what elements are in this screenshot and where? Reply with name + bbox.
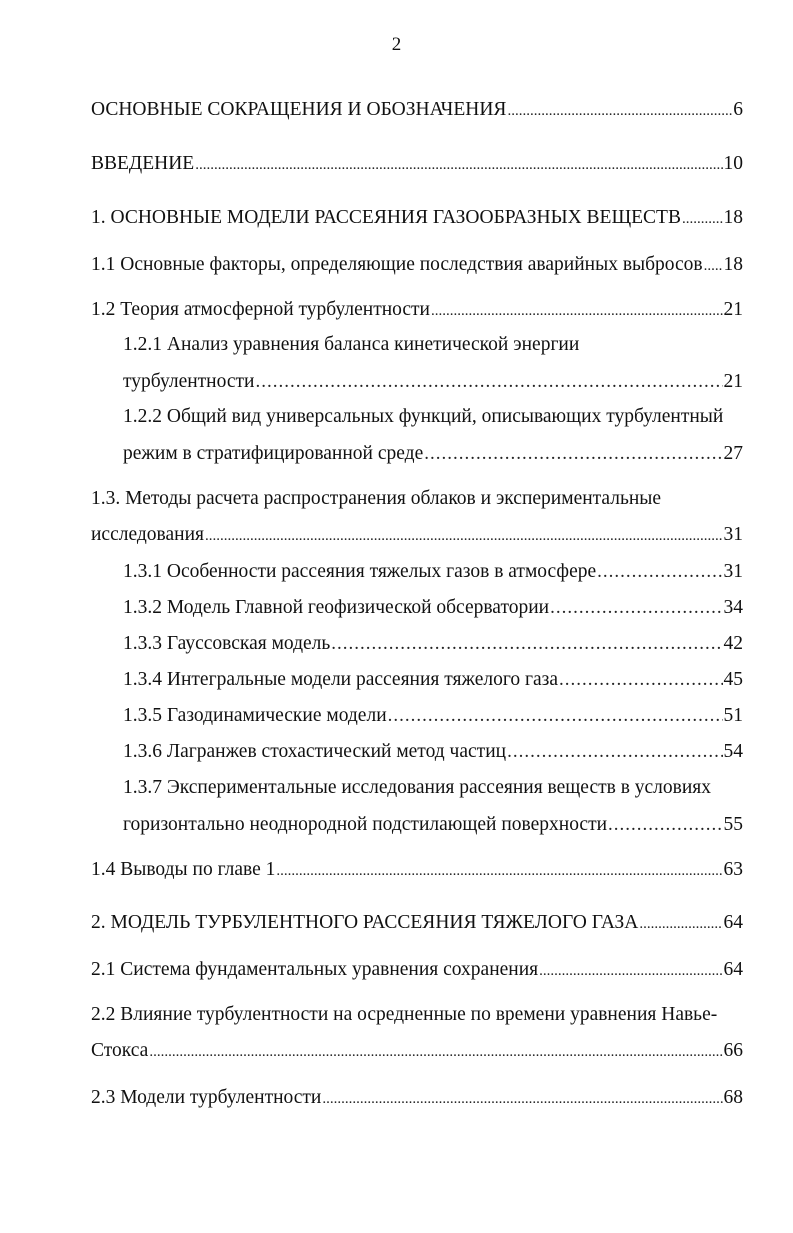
toc-dot-leader [608, 813, 722, 837]
toc-dot-leader [639, 912, 722, 936]
toc-dot-leader [559, 668, 722, 692]
toc-dot-leader [682, 207, 723, 231]
toc-dot-leader [507, 99, 732, 123]
toc-entry-title: ВВЕДЕНИЕ [91, 153, 195, 174]
toc-entry-2-3 [91, 1086, 743, 1110]
toc-entry-page: 18 [723, 207, 743, 228]
toc-dot-leader [388, 704, 723, 728]
toc-entry-title: горизонтально неоднородной подстилающей поверхности [123, 814, 608, 835]
toc-entry-1-3-7-line2 [123, 813, 743, 837]
toc-entry-title: 1.3.3 Гауссовская модель [123, 633, 331, 654]
toc-entry-title: режим в стратифицированной среде [123, 443, 424, 464]
toc-entry-chapter-2 [91, 911, 743, 935]
toc-entry-title: 1.3.7 Экспериментальные исследования рассеяния веществ в условиях [123, 777, 712, 798]
toc-entry-1-2-1-line1 [123, 333, 743, 357]
toc-entry-page: 45 [723, 669, 743, 690]
toc-dot-leader [539, 959, 722, 983]
toc-entry-title: 1.3.2 Модель Главной геофизической обсерватории [123, 597, 550, 618]
toc-entry-title: 1.4 Выводы по главе 1 [91, 859, 276, 880]
toc-entry-title: 1.3.6 Лагранжев стохастический метод частиц [123, 741, 507, 762]
toc-dot-leader [255, 370, 722, 394]
toc-dot-leader [322, 1087, 722, 1111]
toc-dot-leader [149, 1040, 722, 1064]
toc-entry-2-2-line1 [91, 1003, 743, 1027]
toc-dot-leader [424, 442, 722, 466]
toc-entry-page: 27 [723, 443, 743, 464]
toc-entry-1-2 [91, 298, 743, 322]
toc-entry-page: 68 [723, 1087, 743, 1108]
toc-entry-introduction [91, 152, 743, 176]
toc-entry-2-2-line2 [91, 1039, 743, 1063]
toc-dot-leader [276, 859, 722, 883]
toc-entry-1-3-4 [123, 668, 743, 692]
toc-entry-page: 54 [723, 741, 743, 762]
toc-entry-title: исследования [91, 524, 204, 545]
toc-entry-page: 21 [723, 371, 743, 392]
page-number: 2 [391, 34, 402, 55]
toc-entry-page: 18 [723, 254, 743, 275]
toc-dot-leader [331, 632, 722, 656]
toc-entry-1-3-line2 [91, 523, 743, 547]
toc-dot-leader [431, 299, 723, 323]
toc-dot-leader [205, 524, 723, 548]
toc-entry-title: 1.2.1 Анализ уравнения баланса кинетической энергии [123, 334, 580, 355]
toc-entry-title: 2.2 Влияние турбулентности на осредненные по времени уравнения Навье- [91, 1004, 718, 1025]
toc-dot-leader [704, 254, 723, 278]
toc-entry-chapter-1 [91, 206, 743, 230]
toc-entry-1-3-1 [123, 560, 743, 584]
toc-entry-title: 1.3.5 Газодинамические модели [123, 705, 387, 726]
toc-entry-page: 10 [723, 153, 743, 174]
toc-entry-page: 63 [723, 859, 743, 880]
toc-entry-1-2-1-line2 [123, 370, 743, 394]
toc-dot-leader [597, 560, 722, 584]
toc-entry-title: 1.3. Методы расчета распространения облаков и экспериментальные [91, 488, 662, 509]
toc-entry-1-3-line1 [91, 487, 743, 511]
toc-entry-title: 2.1 Система фундаментальных уравнения сохранения [91, 959, 539, 980]
toc-entry-title: Стокса [91, 1040, 149, 1061]
toc-entry-title: ОСНОВНЫЕ СОКРАЩЕНИЯ И ОБОЗНАЧЕНИЯ [91, 99, 507, 120]
toc-dot-leader [195, 153, 722, 177]
toc-entry-1-2-2-line1 [123, 405, 743, 429]
toc-entry-title: 2.3 Модели турбулентности [91, 1087, 322, 1108]
toc-entry-1-3-5 [123, 704, 743, 728]
toc-entry-1-1 [91, 253, 743, 277]
toc-entry-page: 6 [733, 99, 743, 120]
toc-entry-title: 2. МОДЕЛЬ ТУРБУЛЕНТНОГО РАССЕЯНИЯ ТЯЖЕЛОГО ГАЗА [91, 912, 639, 933]
toc-entry-1-3-6 [123, 740, 743, 764]
toc-entry-page: 31 [723, 524, 743, 545]
toc-entry-page: 55 [723, 814, 743, 835]
toc-entry-title: 1.2 Теория атмосферной турбулентности [91, 299, 430, 320]
toc-entry-page: 51 [723, 705, 743, 726]
toc-entry-abbreviations [91, 98, 743, 122]
toc-entry-page: 64 [723, 912, 743, 933]
toc-entry-1-3-3 [123, 632, 743, 656]
toc-entry-1-3-7-line1 [123, 776, 743, 800]
toc-dot-leader [507, 740, 722, 764]
toc-entry-title: 1. ОСНОВНЫЕ МОДЕЛИ РАССЕЯНИЯ ГАЗООБРАЗНЫХ ВЕЩЕСТВ [91, 207, 681, 228]
toc-entry-page: 34 [723, 597, 743, 618]
toc-entry-title: 1.2.2 Общий вид универсальных функций, описывающих турбулентный [123, 406, 724, 427]
toc-entry-page: 21 [723, 299, 743, 320]
toc-entry-page: 64 [723, 959, 743, 980]
toc-entry-page: 66 [723, 1040, 743, 1061]
toc-entry-page: 42 [723, 633, 743, 654]
toc-entry-title: 1.1 Основные факторы, определяющие последствия аварийных выбросов [91, 254, 703, 275]
toc-dot-leader [550, 596, 722, 620]
toc-entry-title: турбулентности [123, 371, 255, 392]
toc-entry-1-3-2 [123, 596, 743, 620]
toc-entry-1-4 [91, 858, 743, 882]
toc-entry-page: 31 [723, 561, 743, 582]
toc-entry-1-2-2-line2 [123, 442, 743, 466]
toc-entry-title: 1.3.1 Особенности рассеяния тяжелых газов в атмосфере [123, 561, 597, 582]
toc-entry-2-1 [91, 958, 743, 982]
toc-entry-title: 1.3.4 Интегральные модели рассеяния тяжелого газа [123, 669, 559, 690]
